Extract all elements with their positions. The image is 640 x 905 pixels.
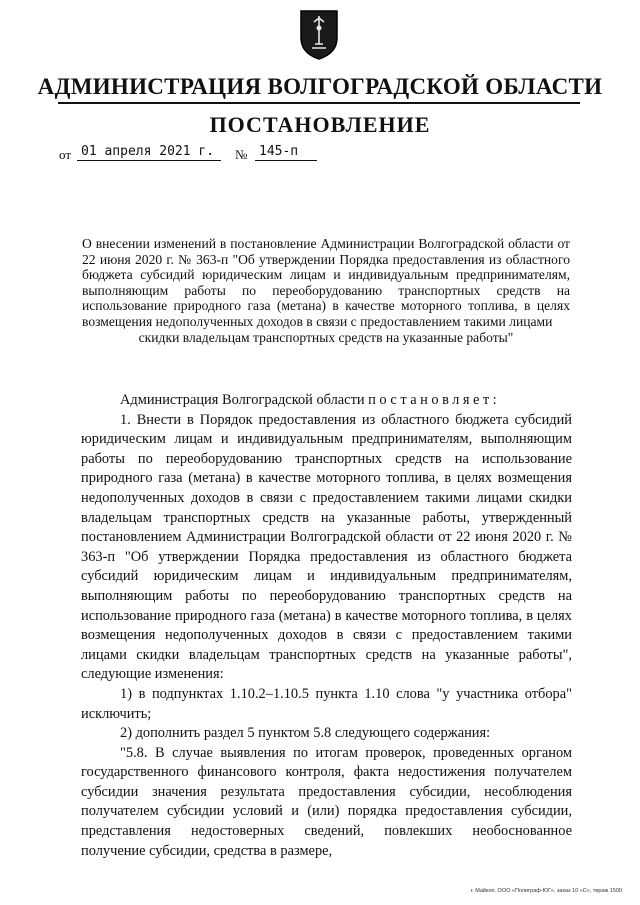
date-value: 01 апреля 2021 г. xyxy=(77,143,221,161)
intro-paragraph xyxy=(81,391,572,411)
document-body xyxy=(81,391,572,861)
subject-text-last-line: скидки владельцам транспортных средств на указанные работы" xyxy=(138,329,514,345)
intro-verb: постановляет: xyxy=(368,392,501,408)
date-label: от xyxy=(59,147,72,162)
document-type-title: ПОСТАНОВЛЕНИЕ xyxy=(209,112,431,137)
subitem-2-paragraph: 2) дополнить раздел 5 пунктом 5.8 следующего содержания: xyxy=(120,725,491,742)
number-value: 145-п xyxy=(255,143,317,161)
quoted-clause-paragraph: "5.8. В случае выявления по итогам проверок, проведенных органом государственного финансового контроля, факта недостижения получателем субсидии значения результата предоставления субсидии, несоблюдения получателем субсидии условий и (или) порядка предоставления субсидии, представления недостоверных сведений, повлекших необоснованное получение субсидии, средства в размере, xyxy=(81,744,572,859)
number-label: № xyxy=(235,147,248,162)
subitem-1-paragraph: 1) в подпунктах 1.10.2–1.10.5 пункта 1.10 слова "у участника отбора" исключить; xyxy=(81,685,572,722)
printer-imprint: г. Майкоп. ООО «Полиграф-ЮГ», заказ 10 «С», тираж 1500 xyxy=(470,888,622,894)
header-rule xyxy=(58,102,580,104)
intro-prefix: Администрация Волгоградской области xyxy=(120,392,365,408)
organization-title: АДМИНИСТРАЦИЯ ВОЛГОГРАДСКОЙ ОБЛАСТИ xyxy=(37,74,603,99)
item-1-paragraph: 1. Внести в Порядок предоставления из областного бюджета субсидий юридическим лицам и индивидуальным предпринимателям, выполняющим работы по переоборудованию транспортных средств на использование природного газа (метана) в качестве моторного топлива, в целях возмещения недополученных доходов в связи с предоставлением такими лицами скидки владельцам транспортных средств на указанные работы, утвержденный постановлением Администрации Волгоградской области от 22 июня 2020 г. № 363-п "Об утверждении Порядка предоставления из областного бюджета субсидий юридическим лицам и индивидуальным предпринимателям, выполняющим работы по переоборудованию транспортных средств на использование природного газа (метана) в качестве моторного топлива, в целях возмещения недополученных доходов в связи с предоставлением такими лицами скидки владельцам транспортных средств на указанные работы", следующие изменения: xyxy=(81,411,572,683)
document-subject xyxy=(82,236,570,345)
coat-of-arms-icon xyxy=(298,8,340,60)
subject-text: О внесении изменений в постановление Администрации Волгоградской области от 22 июня 2020 г. № 363-п "Об утверждении Порядка предоставления из областного бюджета субсидий юридическим лицам и индивидуальным предпринимателям, выполняющим работы по переоборудованию транспортных средств на использование природного газа (метана) в качестве моторного топлива, в целях возмещения недополученных доходов в связи с предоставлением такими лицами xyxy=(82,236,570,329)
